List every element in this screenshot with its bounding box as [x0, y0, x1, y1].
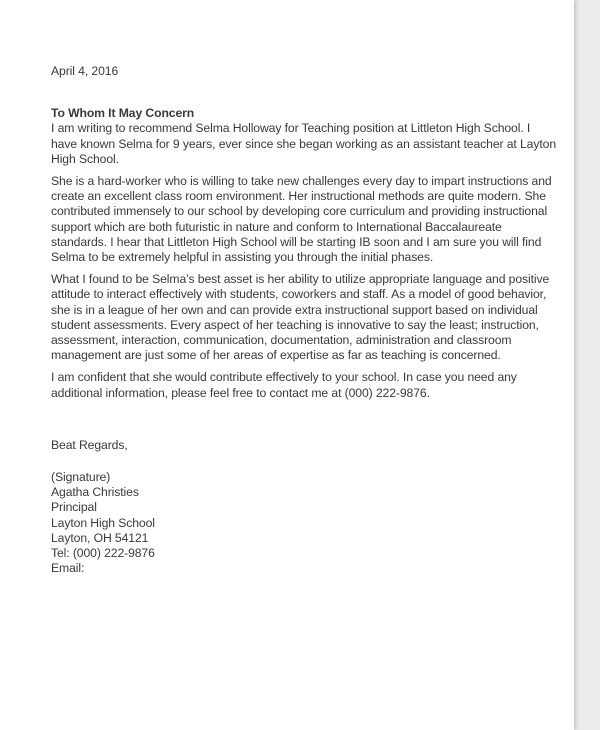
signer-school: Layton High School [51, 515, 155, 530]
signature-block [51, 470, 556, 576]
signer-city: Layton, OH 54121 [51, 530, 149, 545]
salutation: To Whom It May Concern [51, 106, 195, 121]
paragraph-best-asset: What I found to be Selma’s best asset is her ability to utilize appropriate language and positive attitude to interact effectively with students, coworkers and staff. As a model of good behavior, she is in a league of her own and can provide extra instructional support based on individual student assessments. Every aspect of her teaching is innovative to say the least; instruction, assessment, interaction, communication, documentation, administration and classroom management are just some of her areas of expertise as far as teaching is concerned. [51, 272, 550, 363]
signature-placeholder: (Signature) [51, 470, 111, 485]
signer-name: Agatha Christies [51, 485, 139, 500]
signer-email: Email: [51, 561, 85, 576]
paragraph-intro: I am writing to recommend Selma Holloway for Teaching position at Littleton High School. I have known Selma for 9 years, ever since she began working as an assistant teacher at Layton High School. [51, 121, 556, 166]
closing: Beat Regards, [51, 437, 128, 452]
signer-tel: Tel: (000) 222-9876 [51, 546, 155, 561]
paragraph-conclusion: I am confident that she would contribute effectively to your school. In case you need any additional information, please feel free to contact me at (000) 222-9876. [51, 370, 517, 400]
letter-date: April 4, 2016 [51, 64, 119, 78]
signer-title: Principal [51, 500, 97, 515]
letter-content [51, 64, 556, 576]
paragraph-work-ethic: She is a hard-worker who is willing to take new challenges every day to impart instructions and create an excellent class room environment. Her instructional methods are quite modern. She contributed immensely to our school by developing core curriculum and providing instructional support which are both futuristic in nature and conform to International Baccalaureate standards. I hear that Littleton High School will be starting IB soon and I am sure you will find Selma to be extremely helpful in assisting you through the initial phases. [51, 174, 552, 265]
